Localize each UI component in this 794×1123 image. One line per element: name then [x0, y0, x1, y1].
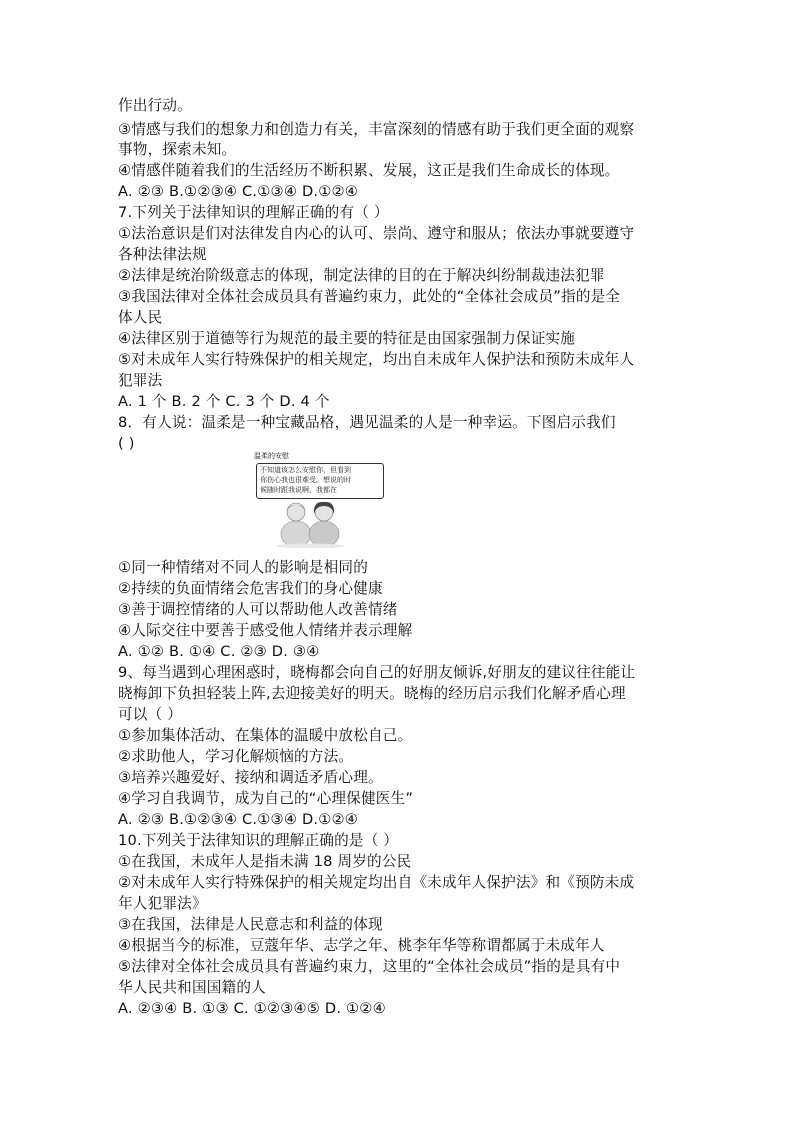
text-line: ④情感伴随着我们的生活经历不断积累、发展，这正是我们生命成长的体现。 [118, 162, 620, 179]
text-line: 事物，探索未知。 [118, 141, 237, 158]
text-line: A. ②③ B.①②③④ C.①③④ D.①②④ [118, 811, 359, 828]
text-line: 体人民 [118, 309, 163, 326]
text-line: ④根据当今的标准，豆蔻年华、志学之年、桃李年华等称谓都属于未成年人 [118, 937, 605, 954]
text-line: ⑤法律对全体社会成员具有普遍约束力，这里的“全体社会成员”指的是具有中 [118, 958, 621, 975]
text-line: ②持续的负面情绪会危害我们的身心健康 [118, 580, 383, 597]
text-line: ①法治意识是们对法律发自内心的认可、崇尚、遵守和服从；依法办事就要遵守 [118, 225, 635, 242]
text-line: 9、每当遇到心理困惑时，晓梅都会向自己的好朋友倾诉,好朋友的建议往往能让 [118, 664, 636, 681]
speech-bubble-line: 不知道该怎么安慰你，但看到 [260, 466, 351, 474]
text-line: ④学习自我调节，成为自己的“心理保健医生” [118, 790, 414, 807]
text-line: 7.下列关于法律知识的理解正确的有（ ） [118, 204, 389, 221]
text-line: ③培养兴趣爱好、接纳和调适矛盾心理。 [118, 769, 383, 786]
text-line: 犯罪法 [118, 372, 163, 389]
text-line: ④法律区别于道德等行为规范的最主要的特征是由国家强制力保证实施 [118, 330, 576, 347]
text-line: ②对未成年人实行特殊保护的相关规定均出自《未成年人保护法》和《预防未成 [118, 874, 635, 891]
text-line: ⑤对未成年人实行特殊保护的相关规定，均出自未成年人保护法和预防未成年人 [118, 351, 635, 368]
speech-bubble [256, 463, 384, 499]
illustration-comforting-friend [254, 452, 388, 549]
text-line: 8．有人说：温柔是一种宝藏品格，遇见温柔的人是一种幸运。下图启示我们 [118, 414, 616, 431]
two-children-drawing [264, 498, 354, 548]
text-line: ①参加集体活动、在集体的温暖中放松自己。 [118, 727, 413, 744]
text-line: 10.下列关于法律知识的理解正确的是（ ） [118, 832, 399, 849]
text-line: ③在我国，法律是人民意志和利益的体现 [118, 916, 383, 933]
text-line: A. 1 个 B. 2 个 C. 3 个 D. 4 个 [118, 393, 330, 410]
text-line: 各种法律法规 [118, 246, 207, 263]
text-line: ③情感与我们的想象力和创造力有关，丰富深刻的情感有助于我们更全面的观察 [118, 121, 635, 138]
text-line: ③善于调控情绪的人可以帮助他人改善情绪 [118, 601, 398, 618]
text-line: ③我国法律对全体社会成员具有普遍约束力，此处的“全体社会成员”指的是全 [118, 288, 621, 305]
text-line: ①同一种情绪对不同人的影响是相同的 [118, 559, 368, 576]
speech-bubble-line: 候随时跟我说啊，我都在 [260, 486, 337, 494]
text-line: ④人际交往中要善于感受他人情绪并表示理解 [118, 622, 413, 639]
text-line: ②法律是统治阶级意志的体现，制定法律的目的在于解决纠纷制裁违法犯罪 [118, 267, 605, 284]
text-line: ( ) [118, 435, 135, 452]
text-line: 华人民共和国国籍的人 [118, 979, 266, 996]
text-line: ②求助他人，学习化解烦恼的方法。 [118, 748, 354, 765]
text-line: A. ②③ B.①②③④ C.①③④ D.①②④ [118, 183, 359, 200]
speech-bubble-line: 你伤心我也很难受。想说的时 [260, 476, 351, 484]
text-line: 晓梅卸下负担轻装上阵,去迎接美好的明天。晓梅的经历启示我们化解矛盾心理 [118, 685, 626, 702]
text-line: 作出行动。 [118, 97, 192, 114]
text-line: 年人犯罪法》 [118, 895, 207, 912]
text-line: A. ②③④ B. ①③ C. ①②③④⑤ D. ①②④ [118, 1000, 386, 1017]
text-line: 可以（ ） [118, 706, 183, 723]
text-line: A. ①② B. ①④ C. ②③ D. ③④ [118, 643, 320, 660]
text-line: ①在我国，未成年人是指未满 18 周岁的公民 [118, 853, 412, 870]
illustration-title: 温柔的安慰 [254, 452, 289, 460]
